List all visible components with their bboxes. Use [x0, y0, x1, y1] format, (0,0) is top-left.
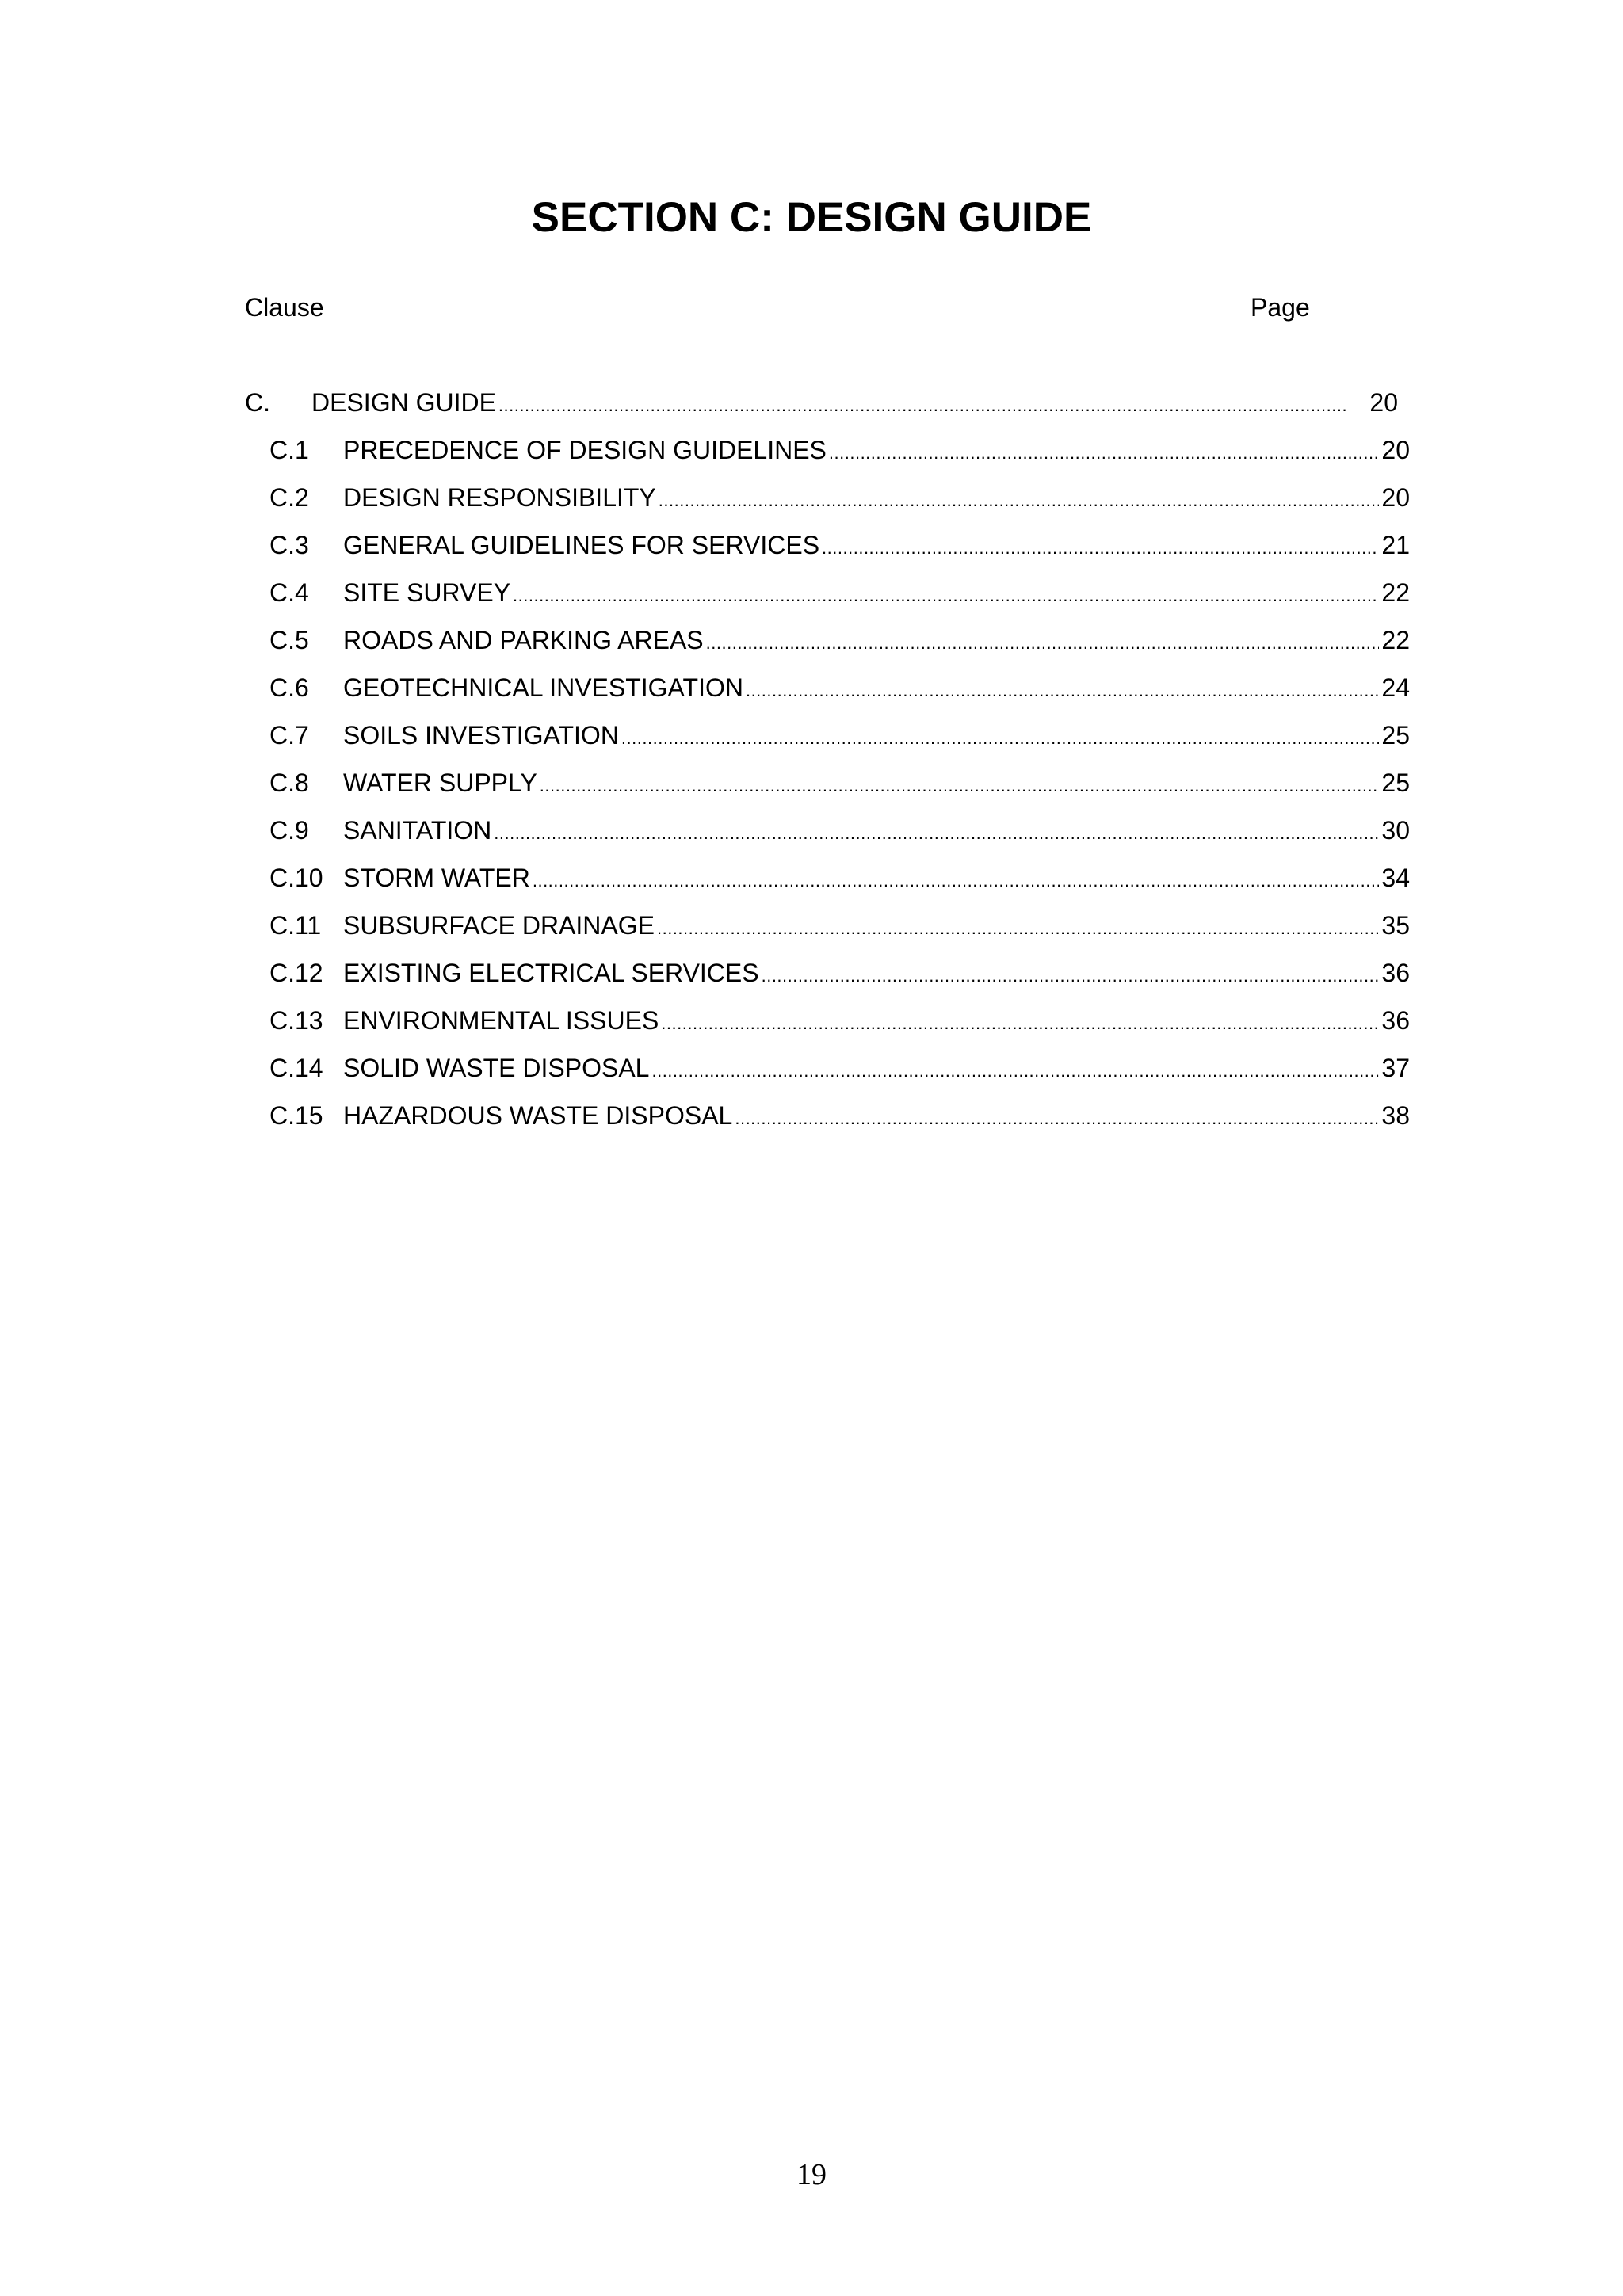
- toc-entry-page: 20: [1369, 388, 1398, 417]
- toc-entry-number: C.6: [269, 673, 309, 702]
- toc-entry-page: 20: [1381, 483, 1410, 512]
- dot-leader: [540, 769, 1380, 800]
- dot-leader: [498, 388, 1349, 420]
- toc-entry-number: C.13: [269, 1006, 323, 1035]
- toc-entry-title: SOLID WASTE DISPOSAL: [343, 1054, 650, 1082]
- toc-entry[interactable]: [269, 1003, 1410, 1038]
- toc-entry-number: C.2: [269, 483, 309, 512]
- toc-entry[interactable]: [269, 1098, 1410, 1133]
- toc-entry[interactable]: [245, 385, 1398, 420]
- toc-entry[interactable]: [269, 528, 1410, 563]
- toc-entry[interactable]: [269, 955, 1410, 990]
- toc-entry-title: SUBSURFACE DRAINAGE: [343, 911, 655, 940]
- toc-entry-number: C.12: [269, 959, 323, 987]
- dot-leader: [762, 959, 1380, 990]
- dot-leader: [661, 1006, 1379, 1038]
- toc-entry-page: 21: [1381, 531, 1410, 559]
- dot-leader: [621, 721, 1379, 753]
- page-column-header: Page: [1251, 293, 1310, 322]
- toc-entry-page: 36: [1381, 1006, 1410, 1035]
- toc-entry-page: 22: [1381, 626, 1410, 654]
- toc-entry-page: 30: [1381, 816, 1410, 845]
- dot-leader: [494, 816, 1379, 848]
- toc-entry-number: C.9: [269, 816, 309, 845]
- toc-entry-number: C.4: [269, 578, 309, 607]
- dot-leader: [735, 1101, 1379, 1133]
- toc-entry-title: HAZARDOUS WASTE DISPOSAL: [343, 1101, 733, 1130]
- toc-entry-title: PRECEDENCE OF DESIGN GUIDELINES: [343, 436, 827, 464]
- page-number: 19: [796, 2158, 827, 2191]
- toc-entry-title: SANITATION: [343, 816, 492, 845]
- toc-entry[interactable]: [269, 718, 1410, 753]
- toc-entry-page: 36: [1381, 959, 1410, 987]
- toc-entry-page: 38: [1381, 1101, 1410, 1130]
- toc-entry-page: 24: [1381, 673, 1410, 702]
- toc-entry-page: 25: [1381, 721, 1410, 749]
- dot-leader: [746, 673, 1379, 705]
- toc-entry-number: C.7: [269, 721, 309, 749]
- toc-entry-page: 20: [1381, 436, 1410, 464]
- clause-column-header: Clause: [245, 293, 324, 322]
- toc-entry[interactable]: [269, 813, 1410, 848]
- toc-entry-title: GEOTECHNICAL INVESTIGATION: [343, 673, 743, 702]
- toc-entry-title: GENERAL GUIDELINES FOR SERVICES: [343, 531, 820, 559]
- toc-entry-number: C.8: [269, 769, 309, 797]
- dot-leader: [513, 578, 1379, 610]
- toc-entry-page: 22: [1381, 578, 1410, 607]
- dot-leader: [706, 626, 1380, 658]
- toc-entry[interactable]: [269, 575, 1410, 610]
- toc-entry-page: 25: [1381, 769, 1410, 797]
- toc-entry-number: C.10: [269, 864, 323, 892]
- toc-entry-title: SOILS INVESTIGATION: [343, 721, 619, 749]
- toc-entry-title: EXISTING ELECTRICAL SERVICES: [343, 959, 759, 987]
- dot-leader: [651, 1054, 1379, 1085]
- toc-entry[interactable]: [269, 670, 1410, 705]
- toc-entry-number: C.1: [269, 436, 309, 464]
- toc-entry-page: 35: [1381, 911, 1410, 940]
- dot-leader: [533, 864, 1380, 895]
- toc-entry[interactable]: [269, 908, 1410, 943]
- dot-leader: [659, 483, 1380, 515]
- toc-entry-number: C.15: [269, 1101, 323, 1130]
- toc-entry-title: ENVIRONMENTAL ISSUES: [343, 1006, 659, 1035]
- toc-entry-title: STORM WATER: [343, 864, 530, 892]
- toc-entry[interactable]: [269, 1051, 1410, 1085]
- toc-entry-title: DESIGN GUIDE: [311, 388, 496, 417]
- toc-entry[interactable]: [269, 480, 1410, 515]
- toc-entry-title: DESIGN RESPONSIBILITY: [343, 483, 656, 512]
- toc-entry-title: ROADS AND PARKING AREAS: [343, 626, 704, 654]
- toc-entry-number: C.11: [269, 911, 322, 940]
- toc-entry[interactable]: [269, 860, 1410, 895]
- toc-entry[interactable]: [269, 623, 1410, 658]
- dot-leader: [657, 911, 1379, 943]
- toc-entry[interactable]: [269, 765, 1410, 800]
- toc-entry-title: WATER SUPPLY: [343, 769, 537, 797]
- page-title: SECTION C: DESIGN GUIDE: [531, 194, 1092, 241]
- toc-entry-number: C.14: [269, 1054, 323, 1082]
- toc-entry-page: 34: [1381, 864, 1410, 892]
- dot-leader: [822, 531, 1379, 563]
- toc-entry-number: C.3: [269, 531, 309, 559]
- toc-entry-title: SITE SURVEY: [343, 578, 511, 607]
- toc-entry-page: 37: [1381, 1054, 1410, 1082]
- toc-entry[interactable]: [269, 433, 1410, 467]
- toc-entry-number: C.5: [269, 626, 309, 654]
- toc-entry-number: C.: [245, 388, 270, 417]
- dot-leader: [829, 436, 1380, 467]
